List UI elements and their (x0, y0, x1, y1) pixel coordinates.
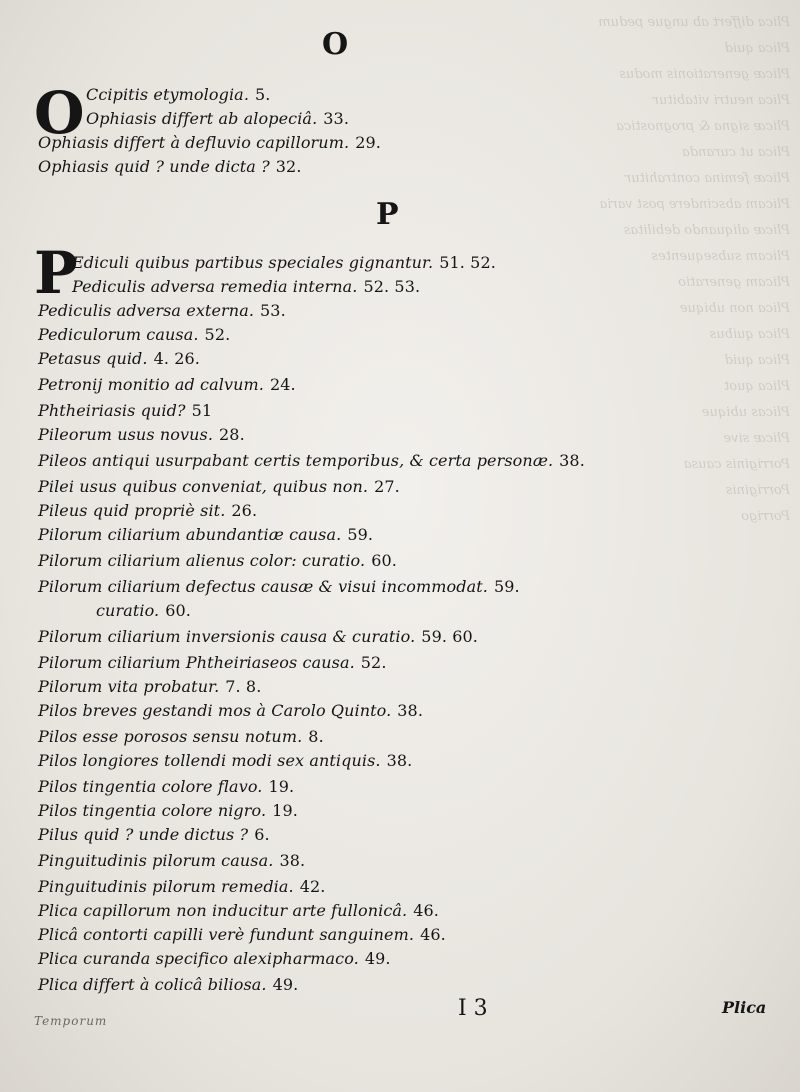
entry-text: Pilos breves gestandi mos à Carolo Quinto. (38, 701, 392, 720)
index-entry (38, 626, 478, 648)
index-entry (38, 876, 325, 898)
entry-text: curatio. (96, 601, 160, 620)
page-ref: 38. (559, 451, 585, 470)
index-entry (38, 676, 261, 698)
page-ref: 52. (360, 653, 387, 672)
entry-text: Pilorum ciliarium alienus color: curatio. (38, 551, 366, 570)
page-ref: 38. (386, 751, 413, 770)
page-ref: 49. (272, 975, 299, 994)
page-ref: 5. (255, 85, 271, 104)
index-entry (38, 850, 305, 872)
page-ref: 60. (371, 551, 397, 570)
entry-text: Pilos tingentia colore flavo. (38, 777, 263, 796)
entry-text: Plicâ contorti capilli verè fundunt sanguinem. (38, 925, 415, 944)
entry-text: Pediculorum causa. (38, 325, 199, 344)
page-ref: 6. (254, 825, 270, 844)
page-ref: 33. (323, 109, 350, 128)
index-entry (86, 108, 349, 130)
entry-text: Pilei usus quibus conveniat, quibus non. (38, 477, 369, 496)
index-entry (38, 776, 294, 798)
entry-text: Pilorum ciliarium inversionis causa & curatio. (38, 627, 416, 646)
index-entry (38, 348, 200, 370)
index-entry (38, 476, 400, 498)
entry-text: Ediculi quibus partibus speciales gignantur. (72, 253, 434, 272)
page-ref: 59. (347, 525, 374, 544)
index-entry (72, 252, 496, 274)
page-ref: 59. (493, 577, 520, 596)
index-entry (38, 750, 412, 772)
index-entry (38, 500, 257, 522)
index-entry (38, 652, 387, 674)
index-entry (38, 400, 212, 422)
entry-text: Pileorum usus novus. (38, 425, 214, 444)
page-ref: 7. 8. (225, 677, 262, 696)
page-ref: 4. 26. (153, 349, 200, 368)
index-entry (38, 300, 286, 322)
entry-text: Plica curanda specifico alexipharmaco. (38, 949, 359, 968)
entry-text: Plica differt à colicâ biliosa. (38, 975, 267, 994)
index-entry (38, 132, 381, 154)
entry-text: Pilos esse porosos sensu notum. (38, 727, 303, 746)
index-entry (38, 924, 446, 946)
index-entry (38, 974, 298, 996)
bleed-through-text: Plica differt ab ungue pedum Plica quid Plicæ generationis modus Plica neutri vitabitur Plicæ signa & prognostica Plica ut curanda Plicæ femina contrahitur Plicam abscindere post varia Plicæ aliquando debilitas Plicam subsequentes Plicam generatio Plica non ubique Plica quibus Plica quid Plica quot Plicas ubique Plicæ sive Porriginis causa Porriginis Porrigo (598, 15, 790, 524)
signature-mark: I 3 (458, 996, 488, 1021)
section-heading-p: P (376, 197, 399, 232)
entry-text: Pilus quid ? unde dictus ? (38, 825, 249, 844)
page-ref: 53. (260, 301, 286, 320)
index-entry (72, 276, 420, 298)
page-ref: 28. (219, 425, 245, 444)
page-ref: 29. (355, 133, 381, 152)
page-ref: 19. (272, 801, 298, 820)
entry-text: Pileos antiqui usurpabant certis temporibus, & certa personæ. (38, 451, 554, 470)
page-ref: 42. (299, 877, 326, 896)
page-ref: 27. (374, 477, 400, 496)
page-ref: 32. (275, 157, 302, 176)
index-entry (96, 600, 191, 622)
entry-text: Ccipitis etymologia. (86, 85, 249, 104)
entry-text: Plica capillorum non inducitur arte fullonicâ. (38, 901, 408, 920)
index-entry (38, 824, 270, 846)
entry-text: Pilorum vita probatur. (38, 677, 220, 696)
entry-text: Pilos tingentia colore nigro. (38, 801, 267, 820)
catchword: Plica (722, 998, 767, 1017)
page-ref: 46. (413, 901, 439, 920)
page-ref: 38. (279, 851, 306, 870)
entry-text: Pediculis adversa externa. (38, 301, 255, 320)
page-ref: 24. (269, 375, 296, 394)
dropcap-o: O (34, 79, 85, 147)
entry-text: Phtheiriasis quid? (38, 401, 186, 420)
section-heading-o: O (322, 27, 349, 62)
index-entry (38, 524, 373, 546)
dropcap-p: P (34, 239, 78, 307)
page-ref: 60. (165, 601, 191, 620)
page-ref: 46. (420, 925, 446, 944)
index-entry (38, 576, 520, 598)
index-entry (38, 450, 585, 472)
index-entry (38, 948, 391, 970)
index-entry (38, 900, 439, 922)
entry-text: Ophiasis differt à defluvio capillorum. (38, 133, 350, 152)
entry-text: Pediculis adversa remedia interna. (72, 277, 358, 296)
index-entry (38, 726, 324, 748)
page-ref: 59. 60. (421, 627, 478, 646)
entry-text: Pinguitudinis pilorum causa. (38, 851, 274, 870)
entry-text: Pileus quid propriè sit. (38, 501, 226, 520)
entry-text: Pilorum ciliarium abundantiæ causa. (38, 525, 342, 544)
index-entry (38, 800, 298, 822)
index-entry (38, 156, 302, 178)
entry-text: Ophiasis differt ab alopeciâ. (86, 109, 318, 128)
entry-text: Pilorum ciliarium defectus causæ & visui incommodat. (38, 577, 488, 596)
footer-bleed-word: Temporum (34, 1014, 108, 1028)
index-entry (38, 424, 245, 446)
page-ref: 38. (397, 701, 424, 720)
entry-text: Ophiasis quid ? unde dicta ? (38, 157, 270, 176)
index-entry (86, 84, 270, 106)
entry-text: Pilorum ciliarium Phtheiriaseos causa. (38, 653, 355, 672)
entry-text: Petasus quid. (38, 349, 148, 368)
index-entry (38, 550, 397, 572)
page-ref: 52. (204, 325, 231, 344)
page-ref: 8. (308, 727, 324, 746)
index-entry (38, 700, 423, 722)
page-ref: 49. (364, 949, 391, 968)
index-entry (38, 324, 230, 346)
page-ref: 26. (231, 501, 258, 520)
entry-text: Petronij monitio ad calvum. (38, 375, 264, 394)
page-ref: 19. (268, 777, 295, 796)
entry-text: Pinguitudinis pilorum remedia. (38, 877, 294, 896)
entry-text: Pilos longiores tollendi modi sex antiquis. (38, 751, 381, 770)
page-ref: 52. 53. (363, 277, 421, 296)
index-entry (38, 374, 296, 396)
page-ref: 51. 52. (439, 253, 496, 272)
page-ref: 51 (191, 401, 213, 420)
